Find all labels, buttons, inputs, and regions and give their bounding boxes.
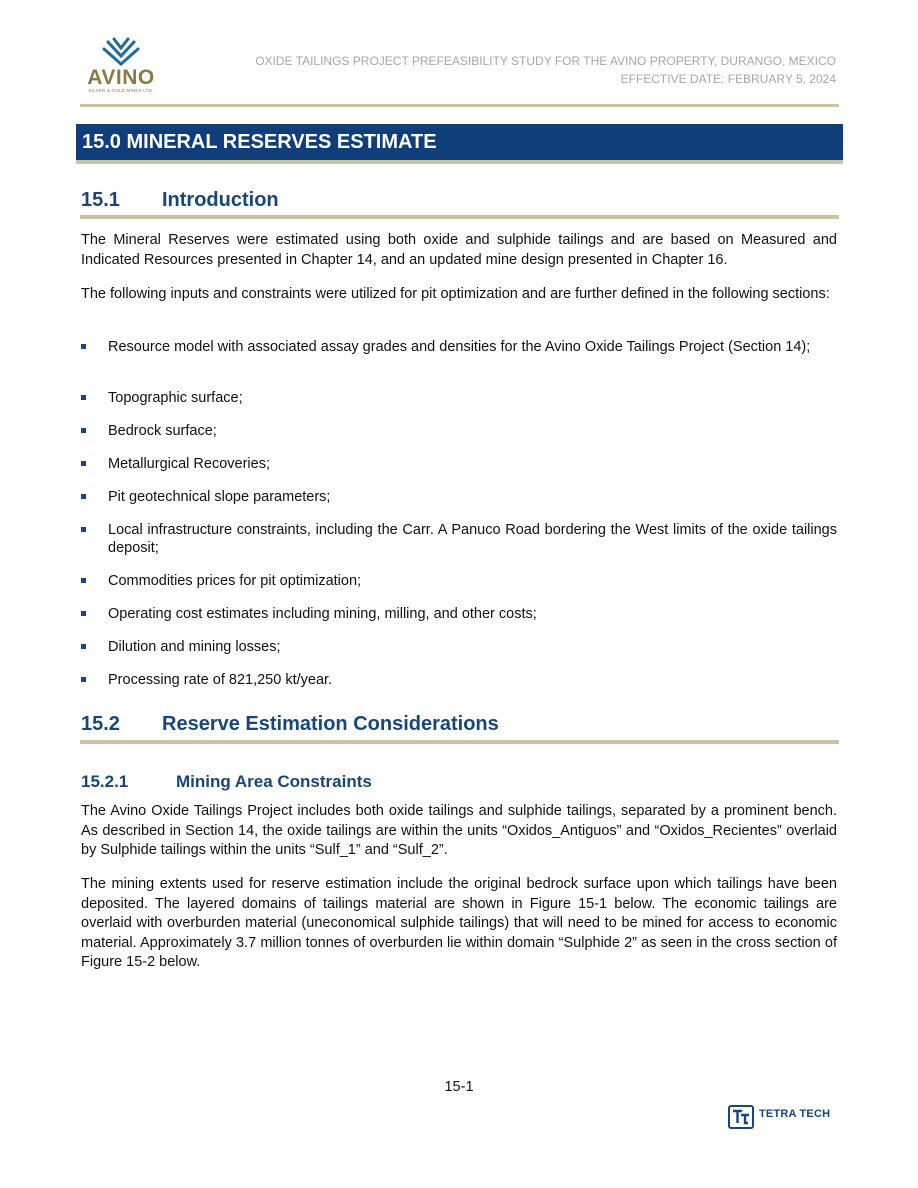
section-title: Introduction	[162, 189, 279, 211]
list-item-text: Commodities prices for pit optimization;	[108, 573, 362, 589]
paragraph: The Avino Oxide Tailings Project includes both oxide tailings and sulphide tailings, separated by a prominent bench. As described in Section 14, the oxide tailings are within the units “Oxidos_Antiguos” and “Oxidos_Recientes” overlaid by Sulphide tailings within the units “Sulf_1” and “Sulf_2”.	[81, 803, 837, 858]
company-name: TETRA TECH	[759, 1108, 831, 1120]
bullet-marker	[81, 461, 86, 466]
logo-subtitle: SILVER & GOLD MINES LTD.	[88, 88, 154, 93]
chapter-title: 15.0 MINERAL RESERVES ESTIMATE	[82, 131, 437, 153]
chapter-banner-underline	[76, 160, 843, 164]
bullet-marker	[81, 344, 86, 349]
subsection-title: Mining Area Constraints	[176, 772, 372, 791]
subsection-heading-15-2-1	[81, 772, 372, 792]
bullet-marker	[81, 611, 86, 616]
page-number: 15-1	[444, 1079, 474, 1095]
avino-logo	[84, 36, 158, 98]
header-divider	[80, 104, 839, 107]
section-number: 15.2	[81, 713, 120, 735]
avino-logo-icon	[84, 36, 158, 68]
paragraph: The Mineral Reserves were estimated using both oxide and sulphide tailings and are based on Measured and Indicated Resources presented in Chapter 14, and an updated mine design presented in Chapter 16.	[81, 232, 837, 268]
list-item-text: Resource model with associated assay grades and densities for the Avino Oxide Tailings Project (Section 14);	[108, 339, 811, 355]
list-item-text: Dilution and mining losses;	[108, 639, 281, 655]
section-heading-15-2	[81, 713, 499, 736]
list-item-text: Pit geotechnical slope parameters;	[108, 489, 331, 505]
list-item-text: Operating cost estimates including mining, milling, and other costs;	[108, 606, 537, 622]
bullet-marker	[81, 494, 86, 499]
header-title: OXIDE TAILINGS PROJECT PREFEASIBILITY STUDY FOR THE AVINO PROPERTY, DURANGO, MEXICO	[255, 54, 836, 68]
header-effective-date: EFFECTIVE DATE: FEBRUARY 5, 2024	[620, 72, 836, 86]
bullet-marker	[81, 428, 86, 433]
section-title: Reserve Estimation Considerations	[162, 713, 499, 735]
paragraph: The mining extents used for reserve estimation include the original bedrock surface upon which tailings have been deposited. The layered domains of tailings material are shown in Figure 15-1 below. The economic tailings are overlaid with overburden material (uneconomical sulphide tailings) that will need to be mined for access to economic material. Approximately 3.7 million tonnes of overburden lie within domain “Sulphide 2” as seen in the cross section of Figure 15-2 below.	[81, 876, 837, 970]
bullet-marker	[81, 395, 86, 400]
bullet-marker	[81, 677, 86, 682]
list-item-text: Bedrock surface;	[108, 423, 217, 439]
section-heading-15-1	[81, 189, 279, 212]
section-divider	[80, 740, 839, 744]
section-divider	[80, 215, 839, 219]
paragraph: The following inputs and constraints were utilized for pit optimization and are further defined in the following sections:	[81, 286, 830, 302]
subsection-number: 15.2.1	[81, 772, 129, 791]
list-item-text: Metallurgical Recoveries;	[108, 456, 270, 472]
list-item-text: Local infrastructure constraints, including the Carr. A Panuco Road bordering the West limits of the oxide tailings deposit;	[108, 522, 837, 556]
section-number: 15.1	[81, 189, 120, 211]
list-item-text: Topographic surface;	[108, 390, 243, 406]
document-header	[255, 52, 836, 88]
list-item-text: Processing rate of 821,250 kt/year.	[108, 672, 333, 688]
bullet-marker	[81, 644, 86, 649]
bullet-marker	[81, 527, 86, 532]
bullet-marker	[81, 578, 86, 583]
logo-wordmark: AVINO	[87, 66, 155, 89]
tetra-tech-logo-icon	[728, 1105, 754, 1129]
